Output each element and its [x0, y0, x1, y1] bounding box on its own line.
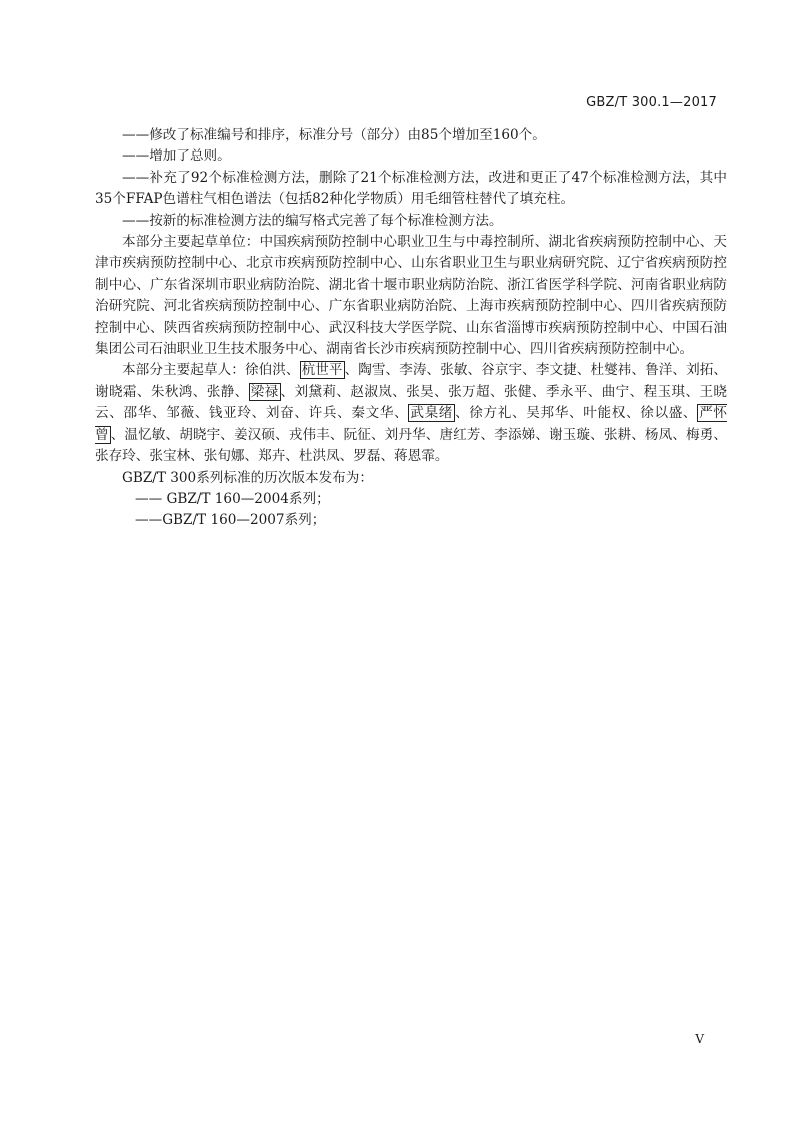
history-item: —— GBZ/T 160—2004系列； — [135, 490, 330, 507]
boxed-drafter-name: 梁禄 — [250, 383, 279, 400]
drafters — [95, 360, 727, 467]
change-item: ——按新的标准检测方法的编写格式完善了每个标准检测方法。 — [122, 212, 503, 229]
change-item: ——修改了标准编号和排序，标准分号（部分）由85个增加至160个。 — [122, 127, 546, 143]
page-number: V — [695, 1032, 704, 1046]
drafting-units: 本部分主要起草单位：中国疾病预防控制中心职业卫生与中毒控制所、湖北省疾病预防控制中心、天津市疾病预防控制中心、北京市疾病预防控制中心、山东省职业卫生与职业病研究院、辽宁省疾病预防控制中心、广东省深圳市职业病防治院、湖北省十堰市职业病防治院、浙江省医学科学院、河南省职业病防治研究院、河北省疾病预防控制中心、广东省职业病防治院、上海市疾病预防控制中心、四川省疾病预防控制中心、陕西省疾病预防控制中心、武汉科技大学医学院、山东省淄博市疾病预防控制中心、中国石油集团公司石油职业卫生技术服务中心、湖南省长沙市疾病预防控制中心、四川省疾病预防控制中心。 — [95, 234, 727, 358]
change-item: ——增加了总则。 — [122, 148, 231, 165]
boxed-drafter-name: 严怀曾 — [95, 405, 728, 443]
history-item: ——GBZ/T 160—2007系列； — [135, 512, 326, 529]
drafters-text: 、温忆敏、胡晓宇、姜汉硕、戎伟丰、阮征、刘丹华、唐红芳、李添娣、谢玉璇、张耕、杨凤、梅勇、张存玲、张宝林、张旬娜、郑卉、杜洪凤、罗磊、蒋恩霏。 — [95, 426, 728, 465]
change-item: ——补充了92个标准检测方法，删除了21个标准检测方法，改进和更正了47个标准检测方法，其中35个FFAP色谱柱气相色谱法（包括82种化学物质）用毛细管柱替代了填充柱。 — [95, 169, 727, 208]
standard-number: GBZ/T 300.1—2017 — [586, 95, 717, 110]
drafters-text: 、陶雪、李涛、张敏、谷京宇、李文捷、杜燮祎、鲁洋、刘拓、谢晓霜、朱秋鸿、张静、 — [95, 362, 728, 400]
drafters-text: 、徐方礼、吴邦华、叶能权、徐以盛、 — [455, 405, 698, 422]
foreword-body — [95, 125, 727, 532]
boxed-drafter-name: 杭世平 — [301, 362, 343, 379]
boxed-drafter-name: 武臬绪 — [410, 405, 454, 422]
drafters-text: 、刘黛莉、赵淑岚、张昊、张万超、张健、季永平、曲宁、程玉琪、王晓云、邵华、邹薇、钱亚玲、刘奋、许兵、秦文华、 — [95, 383, 728, 422]
drafters-text: 本部分主要起草人：徐伯洪、 — [122, 362, 300, 379]
history-intro: GBZ/T 300系列标准的历次版本发布为： — [122, 469, 373, 486]
